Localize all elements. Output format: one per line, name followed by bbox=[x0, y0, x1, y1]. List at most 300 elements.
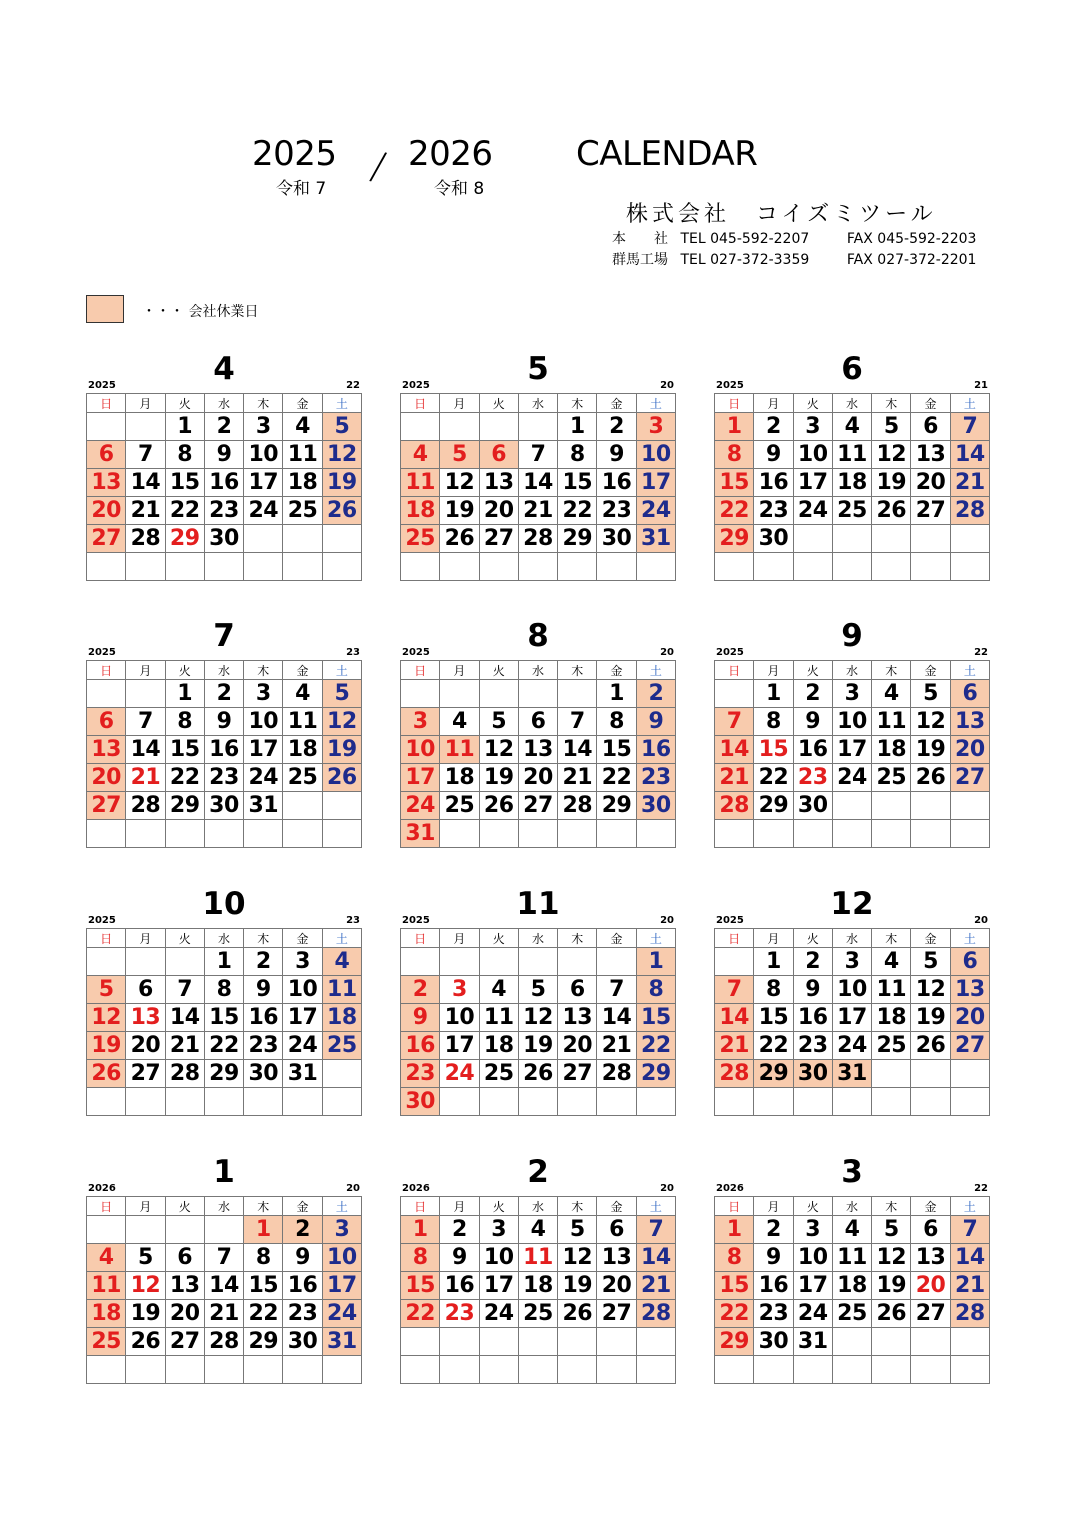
empty-cell bbox=[636, 553, 675, 581]
day-cell: 14 bbox=[165, 1004, 204, 1032]
day-cell: 2 bbox=[440, 1216, 479, 1244]
empty-cell bbox=[126, 1216, 165, 1244]
empty-cell bbox=[283, 1356, 322, 1384]
empty-cell bbox=[322, 820, 361, 848]
empty-cell bbox=[950, 820, 989, 848]
day-cell: 27 bbox=[479, 525, 518, 553]
day-cell: 18 bbox=[479, 1032, 518, 1060]
weekday-header: 日 bbox=[401, 1197, 440, 1216]
day-cell: 7 bbox=[950, 1216, 989, 1244]
day-cell: 7 bbox=[636, 1216, 675, 1244]
empty-cell bbox=[322, 1356, 361, 1384]
day-cell: 21 bbox=[950, 469, 989, 497]
month-number: 2 bbox=[527, 1154, 549, 1190]
weekday-header: 日 bbox=[87, 929, 126, 948]
day-cell: 16 bbox=[793, 736, 832, 764]
empty-cell bbox=[518, 1328, 557, 1356]
month-number: 9 bbox=[841, 618, 863, 654]
day-cell: 28 bbox=[715, 1060, 754, 1088]
empty-cell bbox=[872, 1060, 911, 1088]
empty-cell bbox=[793, 553, 832, 581]
day-cell: 6 bbox=[165, 1244, 204, 1272]
weekday-header: 水 bbox=[204, 394, 243, 413]
empty-cell bbox=[558, 680, 597, 708]
day-cell: 27 bbox=[165, 1328, 204, 1356]
weekday-header: 木 bbox=[872, 394, 911, 413]
day-cell: 11 bbox=[283, 441, 322, 469]
week-row bbox=[87, 708, 362, 736]
day-cell: 27 bbox=[126, 1060, 165, 1088]
day-cell: 13 bbox=[87, 736, 126, 764]
empty-cell bbox=[204, 1088, 243, 1116]
weekday-header: 月 bbox=[754, 1197, 793, 1216]
weekday-header: 火 bbox=[479, 661, 518, 680]
contact-fax: FAX 027-372-2201 bbox=[846, 252, 977, 268]
day-cell: 1 bbox=[636, 948, 675, 976]
day-cell: 4 bbox=[518, 1216, 557, 1244]
day-cell: 31 bbox=[322, 1328, 361, 1356]
day-cell: 6 bbox=[87, 441, 126, 469]
week-row bbox=[401, 820, 676, 848]
day-cell: 23 bbox=[754, 1300, 793, 1328]
day-cell: 17 bbox=[636, 469, 675, 497]
empty-cell bbox=[911, 1356, 950, 1384]
day-cell: 6 bbox=[911, 1216, 950, 1244]
day-cell: 18 bbox=[440, 764, 479, 792]
company-name: 株式会社 コイズミツール bbox=[626, 202, 937, 227]
day-cell: 11 bbox=[283, 708, 322, 736]
empty-cell bbox=[322, 525, 361, 553]
day-cell: 29 bbox=[715, 525, 754, 553]
month-2025-6 bbox=[714, 351, 990, 581]
week-row bbox=[401, 441, 676, 469]
era-reiwa-8: 令和 8 bbox=[434, 179, 485, 199]
empty-cell bbox=[87, 1356, 126, 1384]
week-row bbox=[87, 1088, 362, 1116]
week-row bbox=[87, 553, 362, 581]
day-cell: 4 bbox=[322, 948, 361, 976]
empty-cell bbox=[558, 1328, 597, 1356]
weekday-header: 土 bbox=[322, 661, 361, 680]
day-cell: 22 bbox=[715, 1300, 754, 1328]
empty-cell bbox=[832, 1328, 871, 1356]
day-cell: 22 bbox=[204, 1032, 243, 1060]
day-cell: 13 bbox=[87, 469, 126, 497]
month-2026-3 bbox=[714, 1154, 990, 1384]
day-cell: 23 bbox=[204, 764, 243, 792]
day-cell: 8 bbox=[401, 1244, 440, 1272]
day-cell: 14 bbox=[636, 1244, 675, 1272]
weekday-header: 月 bbox=[440, 929, 479, 948]
day-cell: 7 bbox=[126, 441, 165, 469]
week-row bbox=[715, 1300, 990, 1328]
day-cell: 7 bbox=[715, 976, 754, 1004]
empty-cell bbox=[597, 1356, 636, 1384]
legend-swatch bbox=[86, 295, 124, 323]
day-cell: 31 bbox=[244, 792, 283, 820]
day-cell: 2 bbox=[204, 680, 243, 708]
day-cell: 25 bbox=[87, 1328, 126, 1356]
month-header bbox=[86, 886, 362, 928]
month-2026-1 bbox=[86, 1154, 362, 1384]
day-cell: 23 bbox=[401, 1060, 440, 1088]
week-row bbox=[87, 1060, 362, 1088]
weekday-header: 金 bbox=[911, 929, 950, 948]
day-cell: 29 bbox=[754, 1060, 793, 1088]
day-cell: 26 bbox=[87, 1060, 126, 1088]
day-cell: 14 bbox=[715, 736, 754, 764]
empty-cell bbox=[950, 1328, 989, 1356]
day-cell: 4 bbox=[283, 680, 322, 708]
month-table bbox=[714, 928, 990, 1116]
day-cell: 4 bbox=[832, 1216, 871, 1244]
empty-cell bbox=[832, 820, 871, 848]
day-cell: 8 bbox=[754, 708, 793, 736]
week-row bbox=[715, 736, 990, 764]
day-cell: 13 bbox=[950, 708, 989, 736]
day-cell: 18 bbox=[872, 1004, 911, 1032]
day-cell: 15 bbox=[165, 736, 204, 764]
day-cell: 13 bbox=[911, 441, 950, 469]
day-cell: 28 bbox=[597, 1060, 636, 1088]
day-cell: 25 bbox=[440, 792, 479, 820]
month-header bbox=[714, 1154, 990, 1196]
day-cell: 5 bbox=[911, 948, 950, 976]
month-year: 2025 bbox=[716, 380, 744, 391]
day-cell: 4 bbox=[872, 948, 911, 976]
day-cell: 28 bbox=[518, 525, 557, 553]
month-2025-4 bbox=[86, 351, 362, 581]
day-cell: 30 bbox=[204, 792, 243, 820]
week-row bbox=[715, 1060, 990, 1088]
week-row bbox=[715, 1356, 990, 1384]
day-cell: 22 bbox=[597, 764, 636, 792]
day-cell: 4 bbox=[479, 976, 518, 1004]
weekday-header: 水 bbox=[204, 1197, 243, 1216]
day-cell: 27 bbox=[558, 1060, 597, 1088]
empty-cell bbox=[87, 413, 126, 441]
day-cell: 19 bbox=[440, 497, 479, 525]
day-cell: 6 bbox=[87, 708, 126, 736]
day-cell: 9 bbox=[754, 1244, 793, 1272]
day-cell: 31 bbox=[283, 1060, 322, 1088]
month-year: 2025 bbox=[402, 915, 430, 926]
day-cell: 23 bbox=[244, 1032, 283, 1060]
empty-cell bbox=[597, 553, 636, 581]
empty-cell bbox=[597, 1328, 636, 1356]
week-row bbox=[715, 413, 990, 441]
day-cell: 8 bbox=[558, 441, 597, 469]
week-row bbox=[87, 764, 362, 792]
empty-cell bbox=[126, 948, 165, 976]
week-row bbox=[87, 736, 362, 764]
day-cell: 21 bbox=[204, 1300, 243, 1328]
week-row bbox=[401, 1244, 676, 1272]
day-cell: 17 bbox=[244, 469, 283, 497]
day-cell: 13 bbox=[597, 1244, 636, 1272]
day-cell: 16 bbox=[204, 469, 243, 497]
day-cell: 9 bbox=[597, 441, 636, 469]
day-cell: 29 bbox=[165, 525, 204, 553]
weekday-header: 土 bbox=[636, 661, 675, 680]
day-cell: 22 bbox=[636, 1032, 675, 1060]
empty-cell bbox=[558, 948, 597, 976]
day-cell: 6 bbox=[950, 680, 989, 708]
weekday-header: 金 bbox=[597, 929, 636, 948]
day-cell: 28 bbox=[558, 792, 597, 820]
empty-cell bbox=[87, 820, 126, 848]
day-cell: 2 bbox=[244, 948, 283, 976]
day-cell: 20 bbox=[911, 469, 950, 497]
week-row bbox=[401, 553, 676, 581]
day-cell: 11 bbox=[322, 976, 361, 1004]
empty-cell bbox=[950, 1060, 989, 1088]
weekday-header: 金 bbox=[597, 1197, 636, 1216]
day-cell: 11 bbox=[401, 469, 440, 497]
day-cell: 12 bbox=[322, 708, 361, 736]
day-cell: 12 bbox=[872, 441, 911, 469]
empty-cell bbox=[715, 948, 754, 976]
empty-cell bbox=[440, 1088, 479, 1116]
day-cell: 15 bbox=[754, 1004, 793, 1032]
empty-cell bbox=[872, 1088, 911, 1116]
week-row bbox=[87, 1004, 362, 1032]
empty-cell bbox=[283, 820, 322, 848]
day-cell: 22 bbox=[754, 1032, 793, 1060]
day-cell: 21 bbox=[715, 1032, 754, 1060]
day-cell: 11 bbox=[87, 1272, 126, 1300]
week-row bbox=[715, 764, 990, 792]
week-row bbox=[715, 497, 990, 525]
weekday-header: 水 bbox=[518, 1197, 557, 1216]
day-cell: 5 bbox=[322, 413, 361, 441]
day-cell: 8 bbox=[204, 976, 243, 1004]
day-cell: 20 bbox=[558, 1032, 597, 1060]
day-cell: 30 bbox=[597, 525, 636, 553]
empty-cell bbox=[911, 1088, 950, 1116]
empty-cell bbox=[479, 1356, 518, 1384]
week-row bbox=[401, 497, 676, 525]
empty-cell bbox=[322, 1088, 361, 1116]
month-workday-count: 23 bbox=[346, 647, 360, 658]
day-cell: 14 bbox=[204, 1272, 243, 1300]
day-cell: 15 bbox=[715, 469, 754, 497]
day-cell: 12 bbox=[518, 1004, 557, 1032]
day-cell: 4 bbox=[440, 708, 479, 736]
day-cell: 25 bbox=[322, 1032, 361, 1060]
empty-cell bbox=[518, 553, 557, 581]
day-cell: 25 bbox=[283, 764, 322, 792]
month-table bbox=[86, 660, 362, 848]
day-cell: 3 bbox=[401, 708, 440, 736]
day-cell: 10 bbox=[636, 441, 675, 469]
day-cell: 26 bbox=[558, 1300, 597, 1328]
month-number: 7 bbox=[213, 618, 235, 654]
day-cell: 24 bbox=[244, 764, 283, 792]
day-cell: 16 bbox=[754, 1272, 793, 1300]
empty-cell bbox=[636, 820, 675, 848]
week-row bbox=[401, 1032, 676, 1060]
day-cell: 8 bbox=[244, 1244, 283, 1272]
empty-cell bbox=[322, 792, 361, 820]
day-cell: 3 bbox=[244, 680, 283, 708]
empty-cell bbox=[204, 1216, 243, 1244]
day-cell: 19 bbox=[518, 1032, 557, 1060]
empty-cell bbox=[715, 1088, 754, 1116]
empty-cell bbox=[832, 553, 871, 581]
day-cell: 19 bbox=[558, 1272, 597, 1300]
day-cell: 2 bbox=[754, 1216, 793, 1244]
empty-cell bbox=[479, 680, 518, 708]
day-cell: 16 bbox=[793, 1004, 832, 1032]
week-row bbox=[401, 1328, 676, 1356]
empty-cell bbox=[911, 1328, 950, 1356]
empty-cell bbox=[440, 1328, 479, 1356]
empty-cell bbox=[401, 1328, 440, 1356]
day-cell: 24 bbox=[636, 497, 675, 525]
month-table bbox=[400, 660, 676, 848]
month-table bbox=[714, 1196, 990, 1384]
day-cell: 11 bbox=[832, 1244, 871, 1272]
day-cell: 24 bbox=[244, 497, 283, 525]
day-cell: 23 bbox=[440, 1300, 479, 1328]
day-cell: 2 bbox=[754, 413, 793, 441]
weekday-header: 木 bbox=[558, 394, 597, 413]
day-cell: 20 bbox=[950, 1004, 989, 1032]
weekday-header: 水 bbox=[518, 661, 557, 680]
empty-cell bbox=[479, 553, 518, 581]
empty-cell bbox=[244, 1356, 283, 1384]
day-cell: 10 bbox=[832, 976, 871, 1004]
weekday-header: 水 bbox=[204, 661, 243, 680]
day-cell: 9 bbox=[440, 1244, 479, 1272]
month-year: 2025 bbox=[716, 647, 744, 658]
day-cell: 1 bbox=[715, 1216, 754, 1244]
day-cell: 17 bbox=[401, 764, 440, 792]
day-cell: 22 bbox=[401, 1300, 440, 1328]
day-cell: 27 bbox=[518, 792, 557, 820]
day-cell: 11 bbox=[872, 976, 911, 1004]
day-cell: 26 bbox=[872, 497, 911, 525]
day-cell: 1 bbox=[165, 680, 204, 708]
empty-cell bbox=[793, 820, 832, 848]
weekday-header: 日 bbox=[715, 929, 754, 948]
weekday-header: 土 bbox=[950, 394, 989, 413]
day-cell: 31 bbox=[636, 525, 675, 553]
month-header bbox=[400, 351, 676, 393]
empty-cell bbox=[832, 1356, 871, 1384]
month-workday-count: 20 bbox=[660, 380, 674, 391]
day-cell: 16 bbox=[754, 469, 793, 497]
weekday-header: 火 bbox=[165, 929, 204, 948]
empty-cell bbox=[401, 1356, 440, 1384]
empty-cell bbox=[479, 948, 518, 976]
month-header bbox=[714, 886, 990, 928]
day-cell: 24 bbox=[322, 1300, 361, 1328]
day-cell: 17 bbox=[793, 1272, 832, 1300]
contact-line-head-office bbox=[612, 228, 976, 248]
day-cell: 14 bbox=[558, 736, 597, 764]
weekday-header: 日 bbox=[401, 394, 440, 413]
week-row bbox=[401, 1088, 676, 1116]
empty-cell bbox=[244, 1088, 283, 1116]
weekday-header: 日 bbox=[87, 394, 126, 413]
day-cell: 2 bbox=[283, 1216, 322, 1244]
week-row bbox=[87, 1216, 362, 1244]
empty-cell bbox=[165, 820, 204, 848]
empty-cell bbox=[950, 1088, 989, 1116]
day-cell: 24 bbox=[832, 764, 871, 792]
week-row bbox=[715, 1328, 990, 1356]
day-cell: 26 bbox=[872, 1300, 911, 1328]
day-cell: 6 bbox=[126, 976, 165, 1004]
day-cell: 1 bbox=[558, 413, 597, 441]
day-cell: 8 bbox=[715, 1244, 754, 1272]
day-cell: 9 bbox=[244, 976, 283, 1004]
empty-cell bbox=[911, 525, 950, 553]
day-cell: 20 bbox=[911, 1272, 950, 1300]
empty-cell bbox=[950, 1356, 989, 1384]
day-cell: 21 bbox=[950, 1272, 989, 1300]
empty-cell bbox=[165, 553, 204, 581]
weekday-header: 金 bbox=[283, 661, 322, 680]
day-cell: 7 bbox=[597, 976, 636, 1004]
week-row bbox=[715, 680, 990, 708]
day-cell: 10 bbox=[244, 708, 283, 736]
month-table bbox=[400, 1196, 676, 1384]
day-cell: 15 bbox=[597, 736, 636, 764]
weekday-header: 月 bbox=[754, 394, 793, 413]
day-cell: 29 bbox=[715, 1328, 754, 1356]
month-year: 2026 bbox=[88, 1183, 116, 1194]
empty-cell bbox=[911, 792, 950, 820]
weekday-header: 日 bbox=[401, 661, 440, 680]
day-cell: 23 bbox=[793, 764, 832, 792]
title-calendar: CALENDAR bbox=[576, 134, 758, 174]
day-cell: 12 bbox=[911, 708, 950, 736]
day-cell: 2 bbox=[636, 680, 675, 708]
day-cell: 28 bbox=[715, 792, 754, 820]
weekday-header: 月 bbox=[440, 661, 479, 680]
day-cell: 5 bbox=[558, 1216, 597, 1244]
empty-cell bbox=[597, 1088, 636, 1116]
empty-cell bbox=[715, 680, 754, 708]
month-header bbox=[400, 618, 676, 660]
month-year: 2025 bbox=[88, 915, 116, 926]
week-row bbox=[87, 497, 362, 525]
empty-cell bbox=[872, 553, 911, 581]
day-cell: 13 bbox=[558, 1004, 597, 1032]
month-year: 2026 bbox=[402, 1183, 430, 1194]
week-row bbox=[715, 976, 990, 1004]
day-cell: 7 bbox=[950, 413, 989, 441]
weekday-header: 土 bbox=[636, 929, 675, 948]
empty-cell bbox=[322, 553, 361, 581]
weekday-header: 土 bbox=[950, 1197, 989, 1216]
day-cell: 21 bbox=[518, 497, 557, 525]
month-workday-count: 23 bbox=[346, 915, 360, 926]
week-row bbox=[401, 792, 676, 820]
day-cell: 26 bbox=[479, 792, 518, 820]
day-cell: 29 bbox=[597, 792, 636, 820]
month-year: 2025 bbox=[88, 380, 116, 391]
week-row bbox=[715, 948, 990, 976]
day-cell: 29 bbox=[636, 1060, 675, 1088]
empty-cell bbox=[479, 1088, 518, 1116]
day-cell: 10 bbox=[283, 976, 322, 1004]
day-cell: 28 bbox=[126, 792, 165, 820]
week-row bbox=[715, 441, 990, 469]
